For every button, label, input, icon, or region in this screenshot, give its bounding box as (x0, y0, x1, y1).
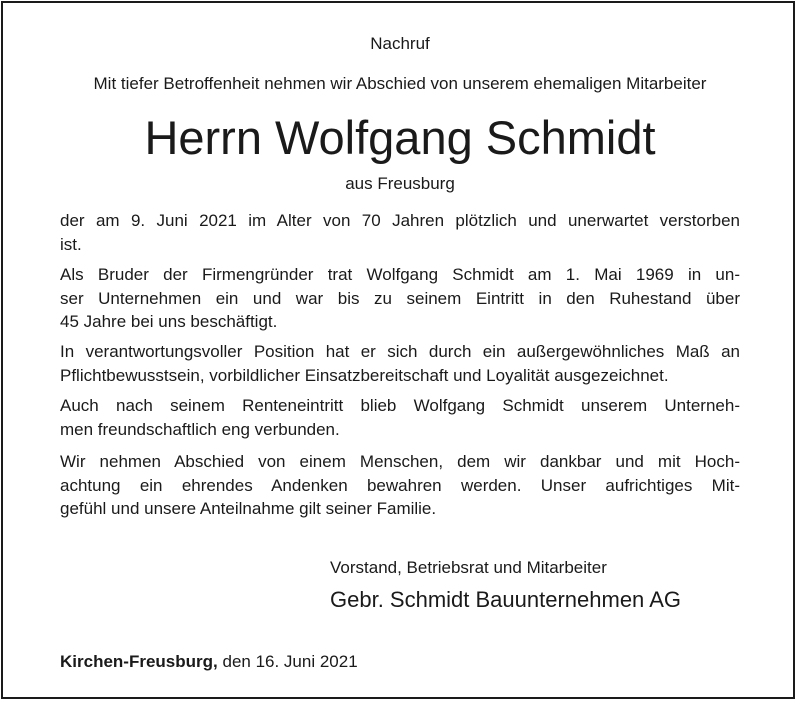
text-line: Als Bruder der Firmengründer trat Wolfgang Schmidt am 1. Mai 1969 in un- (60, 265, 740, 284)
paragraph-merits (60, 340, 740, 387)
place-date-line (60, 651, 358, 673)
signers-line: Vorstand, Betriebsrat und Mitarbeiter (330, 558, 607, 577)
text-line: der am 9. Juni 2021 im Alter von 70 Jahren plötzlich und unerwartet verstorben (60, 211, 740, 230)
paragraph-retirement (60, 394, 740, 441)
text-line: gefühl und unsere Anteilnahme gilt seiner Familie. (60, 499, 437, 518)
paragraph-farewell (60, 450, 740, 521)
text-line: achtung ein ehrendes Andenken bewahren werden. Unser aufrichtiges Mit- (60, 475, 740, 495)
text-line: Wir nehmen Abschied von einem Menschen, dem wir dankbar und mit Hoch- (60, 452, 740, 471)
company-name: Gebr. Schmidt Bauunternehmen AG (330, 587, 681, 612)
text-line: In verantwortungsvoller Position hat er sich durch ein außergewöhnliches Maß an (60, 342, 740, 361)
text-line: men freundschaftlich eng verbunden. (60, 419, 340, 439)
obituary-heading: Nachruf (370, 34, 430, 53)
date: den 16. Juni 2021 (222, 652, 358, 671)
text-line: Auch nach seinem Renteneintritt blieb Wolfgang Schmidt unserem Unterneh- (60, 396, 740, 415)
place: Kirchen-Freusburg, (60, 652, 218, 671)
deceased-name: Herrn Wolfgang Schmidt (144, 111, 656, 164)
paragraph-career (60, 263, 740, 334)
text-line: ser Unternehmen ein und war bis zu seinem Eintritt in den Ruhestand über (60, 288, 740, 308)
text-line: Pflichtbewusstsein, vorbildlicher Einsatzbereitschaft und Loyalität ausgezeichnet. (60, 365, 669, 385)
deceased-origin: aus Freusburg (345, 174, 455, 193)
text-line: ist. (60, 234, 82, 254)
paragraph-death-notice (60, 209, 740, 256)
text-line: 45 Jahre bei uns beschäftigt. (60, 312, 278, 331)
intro-line: Mit tiefer Betroffenheit nehmen wir Abschied von unserem ehemaligen Mitarbeiter (93, 74, 707, 93)
